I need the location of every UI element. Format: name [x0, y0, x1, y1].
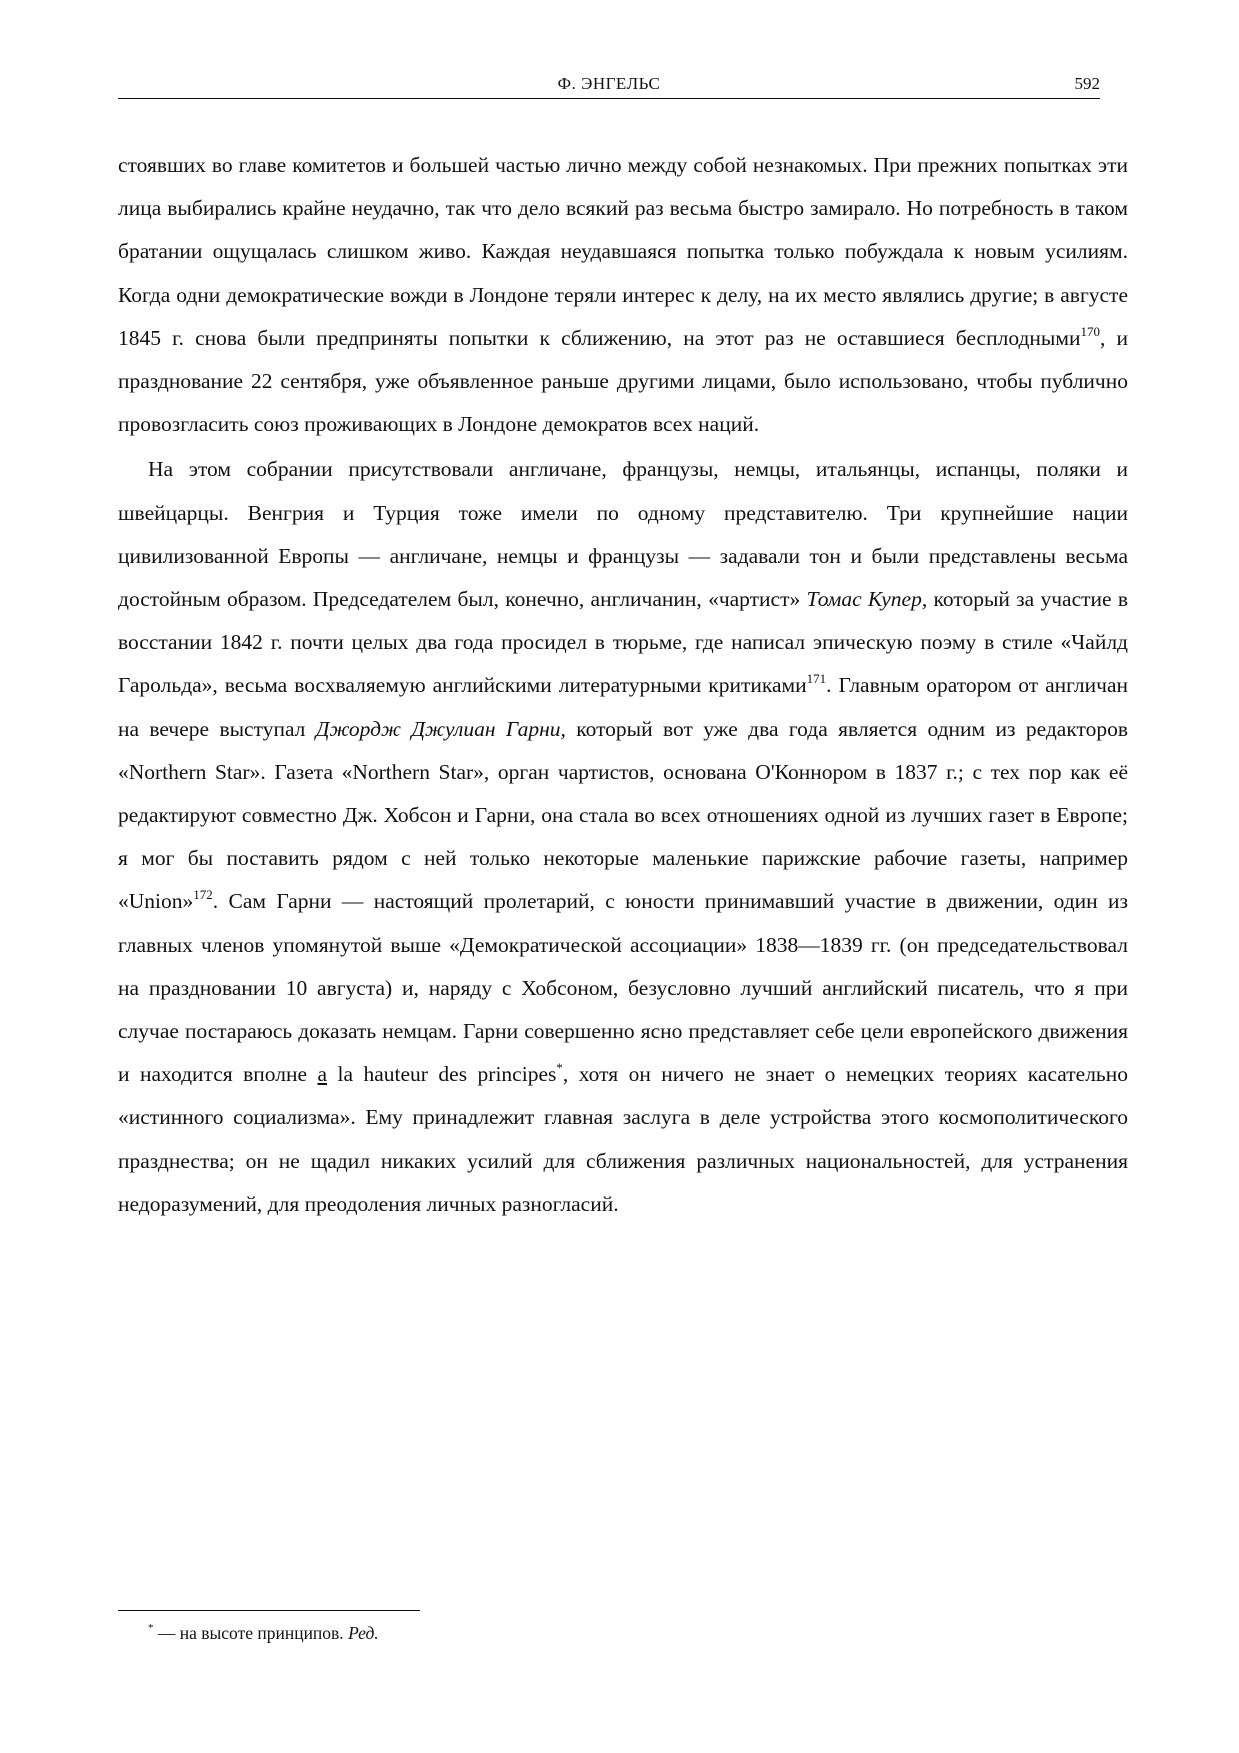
footnote-marker: * [148, 1622, 154, 1634]
person-name: Джордж Джулиан Гарни, [315, 716, 566, 741]
paragraph [118, 144, 1128, 446]
text-run: . Главным оратором от англичан на вечере выступал [118, 673, 1129, 741]
text-run: , хотя он ничего не знает о немецких теориях касательно «истинного социализма». Ему принадлежит главная заслуга в деле устройства этого космополитического празднества; он не щадил никаких усилий для сближения различных национальностей, для устранения недоразумений, для преодоления личных разногласий. [118, 1062, 1128, 1216]
underlined-letter: a [317, 1062, 328, 1087]
text-run: На этом собрании присутствовали англичане, французы, немцы, итальянцы, испанцы, поляки и швейцарцы. Венгрия и Турция тоже имели по одному представителю. Три крупнейшие нации цивилизованной Европы — англичане, немцы и французы — задавали тон и были представлены весьма достойным образом. Председателем был, конечно, англичанин, «чартист» [118, 457, 1128, 612]
page-number: 592 [1074, 74, 1100, 93]
text-run: la hauteur des principes [327, 1062, 557, 1087]
text-run: стоявших во главе комитетов и большей частью лично между собой незнакомых. При прежних попытках эти лица выбирались крайне неудачно, так что дело всякий раз весьма быстро замирало. Но потребность в таком братании ощущалась слишком живо. Каждая неудавшаяся попытка только побуждала к новым усилиям. Когда одни демократические вожди в Лондоне теряли интерес к делу, на их место являлись другие; в августе 1845 г. снова были предприняты попытки к сближению, на этот раз не оставшиеся бесплодными [118, 153, 1128, 350]
paragraph [118, 448, 1128, 1226]
text-run: который за участие в восстании 1842 г. почти целых два года просидел в тюрьме, где написал эпическую поэму в стиле «Чайлд Гарольда», весьма восхваляемую английскими литературными критиками [118, 587, 1128, 698]
footnote [148, 1622, 379, 1644]
person-name: Томас Купер, [806, 587, 928, 612]
footnote-divider [118, 1610, 420, 1611]
text-run: , и празднование 22 сентября, уже объявленное раньше другими лицами, было использовано, чтобы публично провозгласить союз проживающих в Лондоне демократов всех наций. [118, 325, 1128, 437]
running-header [118, 74, 1100, 99]
footnote-marker: * [556, 1060, 563, 1076]
note-reference: 170 [1080, 323, 1100, 339]
text-run: . Сам Гарни — настоящий пролетарий, с юности принимавший участие в движении, один из главных членов упомянутой выше «Демократической ассоциации» 1838—1839 гг. (он председательствовал на праздновании 10 августа) и, наряду с Хобсоном, безусловно лучший английский писатель, что я при случае постараюсь доказать немцам. Гарни совершенно ясно представляет себе цели европейского движения и находится вполне [118, 889, 1128, 1087]
header-title: Ф. ЭНГЕЛЬС [557, 74, 661, 93]
note-reference: 171 [806, 671, 827, 687]
text-run: который вот уже два года является одним из редакторов «Northern Star». Газета «Northern Star», орган чартистов, основана О'Коннором в 1837 г.; с тех пор как её редактируют совместно Дж. Хобсон и Гарни, она стала во всех отношениях одной из лучших газет в Европе; я мог бы поставить рядом с ней только некоторые маленькие парижские рабочие газеты, например «Union» [118, 716, 1129, 914]
note-reference: 172 [193, 887, 213, 903]
body-text [118, 144, 1128, 1226]
footnote-text: — на высоте принципов. [153, 1623, 349, 1643]
editor-abbreviation: Ред. [348, 1623, 379, 1643]
